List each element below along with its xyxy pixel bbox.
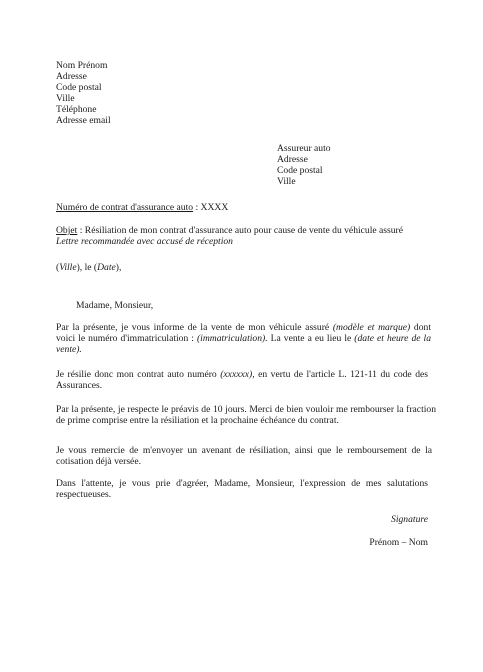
place-date-date: Date [97,262,116,273]
place-date-close: ), [115,262,122,273]
p2-contract-number: (xxxxxx) [220,369,253,380]
subject-label: Objet [56,225,78,236]
subject-text: : Résiliation de mon contrat d'assurance auto pour cause de vente du véhicule assuré [77,225,404,236]
sender-email: Adresse email [56,115,111,126]
contract-number-line [56,202,228,213]
recipient-city: Ville [277,176,296,187]
paragraph-notice: Par la présente, je respecte le préavis de 10 jours. Merci de bien vouloir me rembourser la fraction de prime comprise entre la résiliation et la prochaine échéance du contrat. [56,404,436,426]
sender-phone: Téléphone [56,104,97,115]
contract-number-label: Numéro de contrat d'assurance auto [56,202,194,213]
place-date-city: Ville [59,262,77,273]
place-date [56,262,121,273]
p2-text-2: , en vertu de l'article L. 121-11 du code des Assurances. [56,369,428,391]
sender-postal-code: Code postal [56,82,102,93]
recipient-address: Adresse [277,154,308,165]
salutation: Madame, Monsieur, [76,300,154,311]
place-date-mid: ), le ( [76,262,98,273]
p1-text-2: dont voici le numéro d'immatriculation : [56,322,431,344]
contract-number-value: XXXX [200,202,229,213]
place-date-open: ( [56,262,60,273]
subject-line [56,225,403,236]
paragraph-termination [56,369,428,391]
contract-number-separator: : [193,202,201,213]
subject-block [56,225,403,247]
signer-name: Prénom – Nom [369,537,428,548]
p2-text-1: Je résilie donc mon contrat auto numéro [56,369,221,380]
recipient-postal-code: Code postal [277,165,323,176]
recipient-block [277,143,331,187]
paragraph-sale-info [56,322,431,355]
recipient-name: Assureur auto [277,143,331,154]
delivery-mode: Lettre recommandée avec accusé de réception [56,236,233,247]
sender-address: Adresse [56,71,87,82]
p1-sale-date: (date et heure de la vente). [56,333,432,355]
sender-name: Nom Prénom [56,60,108,71]
paragraph-closing: Dans l'attente, je vous prie d'agréer, Madame, Monsieur, l'expression de mes salutations respectueuses. [56,478,428,500]
paragraph-thanks: Je vous remercie de m'envoyer un avenant de résiliation, ainsi que le remboursement de la cotisation déjà versée. [56,445,432,467]
sender-city: Ville [56,93,75,104]
signature-label: Signature [391,514,428,525]
p1-text-3: La vente a eu lieu le [267,333,355,344]
sender-block [56,60,111,126]
p1-registration: (immatriculation). [196,333,268,344]
p1-vehicle-model: (modèle et marque) [332,322,411,333]
p1-text-1: Par la présente, je vous informe de la vente de mon véhicule assuré [56,322,333,333]
